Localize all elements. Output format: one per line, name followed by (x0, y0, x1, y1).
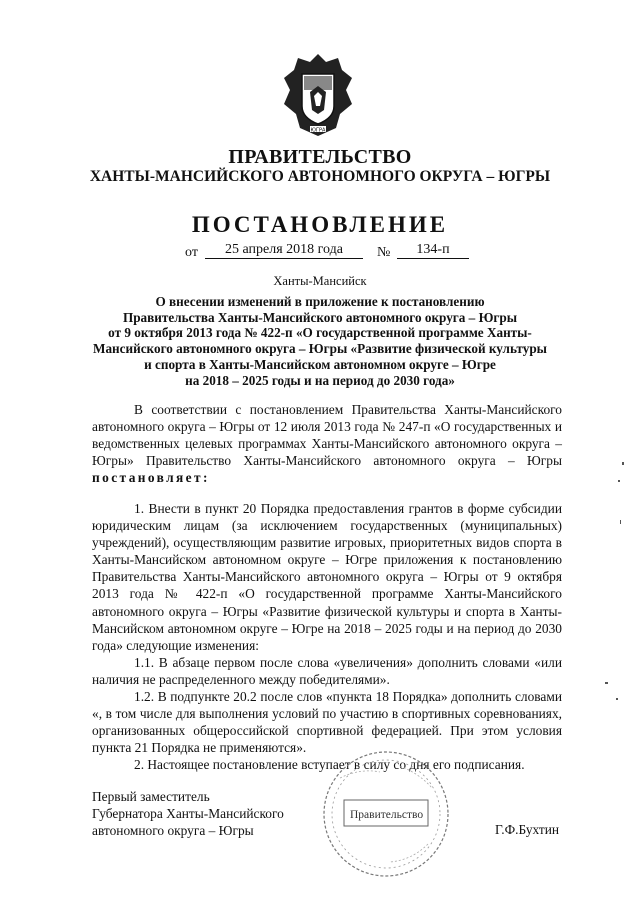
scan-speck (605, 682, 608, 684)
title-line: на 2018 – 2025 годы и на период до 2030 года» (185, 372, 455, 388)
number-label: № (377, 245, 391, 260)
number-value: 134-п (397, 242, 469, 259)
date-value: 25 апреля 2018 года (205, 242, 363, 259)
coat-of-arms-emblem (280, 52, 356, 138)
position-line: Губернатора Ханты-Мансийского (92, 806, 284, 822)
resolution-title (0, 294, 640, 388)
scan-speck (618, 480, 620, 482)
title-line: Правительства Ханты-Мансийского автономного округа – Югры (122, 309, 518, 325)
emblem-caption: ЮГРА (310, 127, 326, 134)
resolution-body (92, 500, 562, 774)
decree-word: постановляет: (92, 470, 210, 486)
preamble-text: В соответствии с постановлением Правительства Ханты-Мансийского автономного округа – Югры от 12 июля 2013 года № 247-п «О государственных и ведомственных целевых программах Ханты-Мансийского автономного округа – Югры» Правительство Ханты-Мансийского автономного округа – Югры (92, 402, 562, 469)
date-label: от (185, 245, 198, 260)
signatory-name: Г.Ф.Бухтин (495, 822, 560, 837)
title-line: О внесении изменений в приложение к постановлению (155, 294, 485, 309)
position-line: автономного округа – Югры (92, 823, 254, 839)
paragraph-1-2: 1.2. В подпункте 20.2 после слов «пункта 18 Порядка» дополнить словами «, в том числе для выполнения условий по участию в спортивных соревнованиях, организованных общероссийской спортивной федерацией. При этом условия пункта 21 Порядка не применяются». (92, 689, 562, 756)
title-line: и спорта в Ханты-Мансийском автономном округе – Югре (144, 356, 496, 372)
signatory-position (92, 788, 284, 839)
title-line: Мансийского автономного округа – Югры «Развитие физической культуры (93, 341, 547, 357)
city-name: Ханты-Мансийск (273, 274, 367, 288)
government-title: ПРАВИТЕЛЬСТВО (228, 146, 412, 168)
preamble-paragraph (92, 401, 562, 486)
paragraph-1: 1. Внести в пункт 20 Порядка предоставления грантов в форме субсидии юридическим лицам (за исключением государственных (муниципальных) учреждений), осуществляющим развитие игровых, приоритетных видов спорта в Ханты-Мансийском автономном округе – Югре приложения к постановлению Правительства Ханты-Мансийского автономного округа – Югры от 9 октября 2013 года № 422-п «О государственной программе Ханты-Мансийского автономного округа – Югры «Развитие физической культуры и спорта в Ханты-Мансийском автономном округе – Югре на 2018 – 2025 годы и на период до 2030 года» следующие изменения: (92, 501, 562, 653)
stamp-text: Правительство (350, 809, 424, 821)
paragraph-2: 2. Настоящее постановление вступает в силу со дня его подписания. (134, 757, 525, 773)
government-subtitle: ХАНТЫ-МАНСИЙСКОГО АВТОНОМНОГО ОКРУГА – ЮГРЫ (89, 168, 551, 185)
position-line: Первый заместитель (92, 789, 210, 804)
scan-speck (622, 462, 624, 465)
scan-speck (616, 698, 618, 700)
scan-speck (620, 520, 621, 524)
paragraph-1-1: 1.1. В абзаце первом после слова «увеличения» дополнить словами «или наличия не распределенного между победителями». (92, 654, 562, 687)
date-number-line (185, 243, 485, 265)
document-type-heading: ПОСТАНОВЛЕНИЕ (191, 212, 449, 237)
title-line: от 9 октября 2013 года № 422-п «О государственной программе Ханты- (108, 325, 532, 341)
